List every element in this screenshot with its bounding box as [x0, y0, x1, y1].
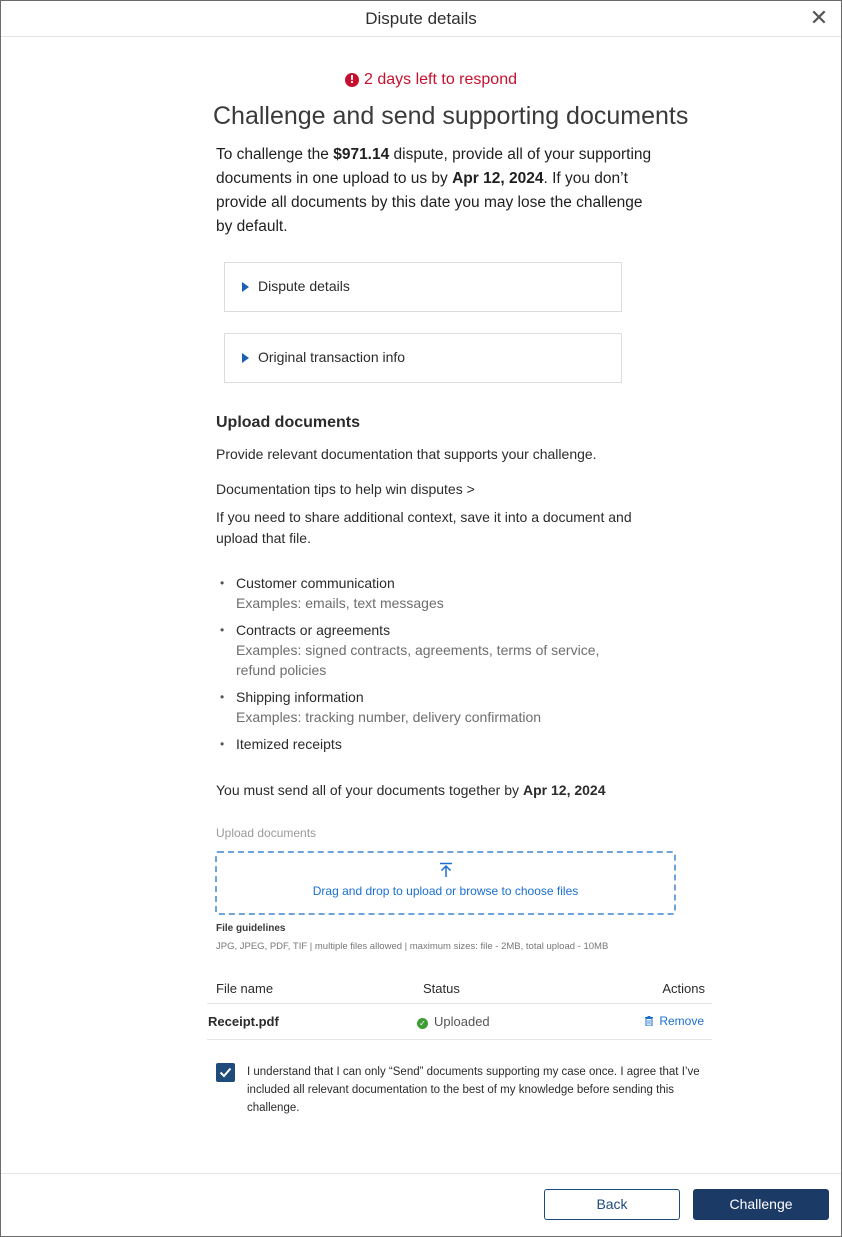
trash-icon	[645, 1016, 653, 1026]
upload-section-title: Upload documents	[216, 414, 361, 431]
document-types-list	[220, 573, 640, 761]
checkmark-icon	[219, 1066, 232, 1079]
dropzone-text[interactable]: Drag and drop to upload or browse to choose files	[312, 884, 579, 898]
intro-deadline: Apr 12, 2024	[452, 170, 544, 187]
agreement-text: I understand that I can only “Send” documents supporting my case once. I agree that I’ve included all relevant documentation to the best of my knowledge before sending this challenge.	[247, 1066, 700, 1114]
list-item-example: Examples: signed contracts, agreements, terms of service, refund policies	[236, 642, 600, 678]
deadline-text: You must send all of your documents together by	[216, 782, 519, 798]
send-deadline	[216, 782, 606, 798]
upload-field-label: Upload documents	[216, 826, 317, 840]
caret-right-icon	[242, 282, 249, 292]
table-row	[207, 1004, 712, 1040]
file-guidelines-title: File guidelines	[216, 923, 286, 934]
exclamation-circle-icon: !	[345, 73, 359, 87]
remove-label[interactable]: Remove	[659, 1014, 704, 1028]
uploaded-files-table	[207, 976, 712, 1040]
upload-description: Provide relevant documentation that supports your challenge.	[216, 446, 597, 462]
page-title: Challenge and send supporting documents	[213, 102, 689, 130]
column-header-status: Status	[423, 981, 460, 996]
context-note: If you need to share additional context, save it into a document and upload that file.	[216, 509, 632, 546]
column-header-file-name: File name	[216, 981, 274, 996]
list-item-title: • Customer communication	[236, 575, 395, 591]
dialog-footer	[1, 1173, 841, 1236]
list-item	[220, 620, 640, 680]
file-name: Receipt.pdf	[208, 1014, 279, 1029]
intro-part2: dispute, provide all of your supporting documents in one upload to us by	[216, 146, 652, 187]
deadline-date: Apr 12, 2024	[523, 782, 606, 798]
dialog-title: Dispute details	[365, 9, 477, 28]
upload-arrow-icon	[438, 862, 454, 878]
agreement-checkbox[interactable]	[216, 1063, 235, 1082]
dispute-amount: $971.14	[333, 146, 390, 163]
intro-part3: . If you don’t provide all documents by this date you may lose the challenge by default.	[216, 170, 643, 235]
deadline-alert	[1, 71, 842, 89]
list-item-title: • Contracts or agreements	[236, 622, 391, 638]
file-status	[417, 1014, 490, 1029]
documentation-tips-link[interactable]: Documentation tips to help win disputes >	[216, 481, 475, 497]
remove-file-button[interactable]	[645, 1014, 704, 1028]
close-icon[interactable]: ✕	[809, 5, 829, 30]
list-item	[220, 687, 640, 727]
intro-text	[216, 143, 656, 239]
accordion-label: Dispute details	[258, 278, 350, 294]
column-header-actions: Actions	[662, 981, 705, 996]
list-item-example: Examples: tracking number, delivery confirmation	[236, 709, 542, 725]
challenge-button[interactable]: Challenge	[693, 1189, 829, 1220]
file-guidelines-text: JPG, JPEG, PDF, TIF | multiple files allowed | maximum sizes: file - 2MB, total upload - 10MB	[216, 941, 609, 952]
list-item-title: • Shipping information	[236, 689, 364, 705]
dialog-header	[1, 1, 841, 37]
accordion-dispute-details[interactable]	[224, 262, 622, 312]
intro-part1: To challenge the	[216, 146, 334, 163]
alert-text: 2 days left to respond	[364, 71, 517, 88]
check-circle-icon: ✓	[417, 1018, 428, 1029]
back-button[interactable]: Back	[544, 1189, 680, 1220]
list-item-title: • Itemized receipts	[236, 736, 342, 752]
accordion-label: Original transaction info	[258, 349, 406, 365]
file-dropzone[interactable]	[215, 851, 676, 915]
list-item-example: Examples: emails, text messages	[236, 595, 444, 611]
status-text: Uploaded	[434, 1014, 490, 1029]
caret-right-icon	[242, 353, 249, 363]
list-item	[220, 734, 640, 754]
table-header-row	[207, 976, 712, 1004]
list-item	[220, 573, 640, 613]
accordion-original-transaction-info[interactable]	[224, 333, 622, 383]
